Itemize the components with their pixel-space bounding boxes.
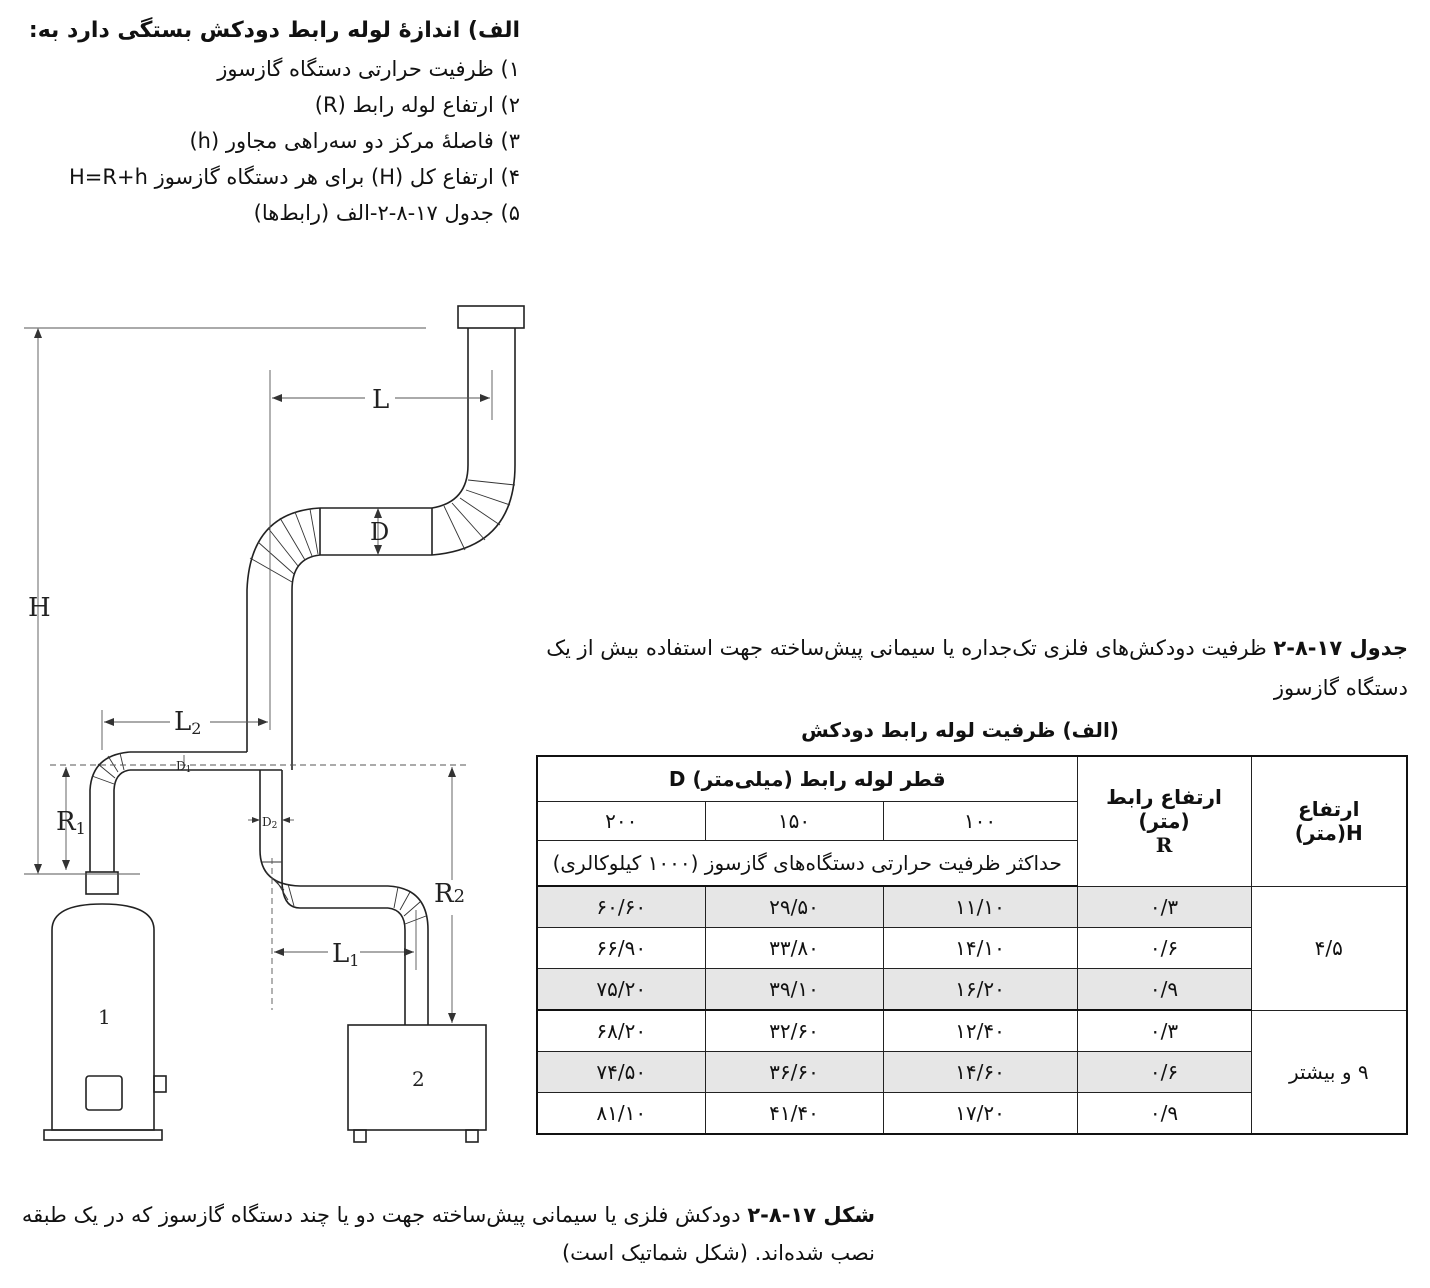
height-cell: ۴/۵ [1251,886,1407,1010]
label-H: H [28,593,51,623]
table-row: ۰/۶ ۱۴/۱۰ ۳۳/۸۰ ۶۶/۹۰ [537,928,1407,969]
label-D: D [370,518,390,546]
table-row: ۴/۵ ۰/۳ ۱۱/۱۰ ۲۹/۵۰ ۶۰/۶۰ [537,886,1407,928]
capacity-header: حداکثر ظرفیت حرارتی دستگاه‌های گازسوز (۱۰۰۰ کیلوکالری) [537,841,1077,887]
label-L1: L1 [332,939,360,970]
height-cell: ۹ و بیشتر [1251,1010,1407,1134]
table-caption-text: ظرفیت دودکش‌های فلزی تک‌جداره یا سیمانی پیش‌ساخته جهت استفاده بیش از یک دستگاه گازسوز [546,636,1408,700]
list-item: ۱) ظرفیت حرارتی دستگاه گازسوز [217,57,520,81]
label-R2: R2 [434,879,466,909]
label-unit-1: 1 [98,1005,111,1029]
label-L: L [372,385,390,415]
label-D1: D1 [176,759,192,775]
diameter-200: ۲۰۰ [537,802,705,841]
table-row: ۰/۶ ۱۴/۶۰ ۳۶/۶۰ ۷۴/۵۰ [537,1052,1407,1093]
figure-caption-label: شکل ۱۷-۸-۲ [747,1203,875,1227]
list-item: ۳) فاصلهٔ مرکز دو سه‌راهی مجاور (h) [189,129,520,153]
height-header: ارتفاع H(متر) [1251,756,1407,886]
table-row: ۹ و بیشتر ۰/۳ ۱۲/۴۰ ۳۲/۶۰ ۶۸/۲۰ [537,1010,1407,1052]
figure-caption [15,1196,875,1272]
table-caption [538,628,1408,708]
label-D2: D2 [262,815,278,831]
diameter-100: ۱۰۰ [883,802,1077,841]
table-subcaption: (الف) ظرفیت لوله رابط دودکش [801,718,1119,742]
chimney-diagram [0,290,540,1160]
r-header: ارتفاع رابط (متر) R [1077,756,1251,886]
diameter-header: قطر لوله رابط (میلی‌متر) D [537,756,1077,802]
list-lead: الف) اندازهٔ لوله رابط دودکش بستگی دارد به: [28,18,520,43]
label-L2: L2 [174,707,202,738]
chimney-cap [458,306,524,328]
figure-caption-text: دودکش فلزی یا سیمانی پیش‌ساخته جهت دو یا چند دستگاه گازسوز که در یک طبقه نصب شده‌اند. (شکل شماتیک است) [21,1203,875,1265]
list-item: ۲) ارتفاع لوله رابط (R) [314,93,520,117]
table-row: ۰/۹ ۱۷/۲۰ ۴۱/۴۰ ۸۱/۱۰ [537,1093,1407,1135]
capacity-table [536,755,1408,1135]
list-item: ۴) ارتفاع کل (H) برای هر دستگاه گازسوز H=R+h [69,165,520,189]
list-item: ۵) جدول ۱۷-۸-۲-الف (رابط‌ها) [253,201,520,225]
table-row: ۰/۹ ۱۶/۲۰ ۳۹/۱۰ ۷۵/۲۰ [537,969,1407,1011]
label-R1: R1 [56,807,86,838]
requirements-list [20,18,520,231]
diameter-150: ۱۵۰ [705,802,883,841]
table-caption-label: جدول ۱۷-۸-۲ [1273,636,1408,660]
label-unit-2: 2 [412,1067,425,1091]
